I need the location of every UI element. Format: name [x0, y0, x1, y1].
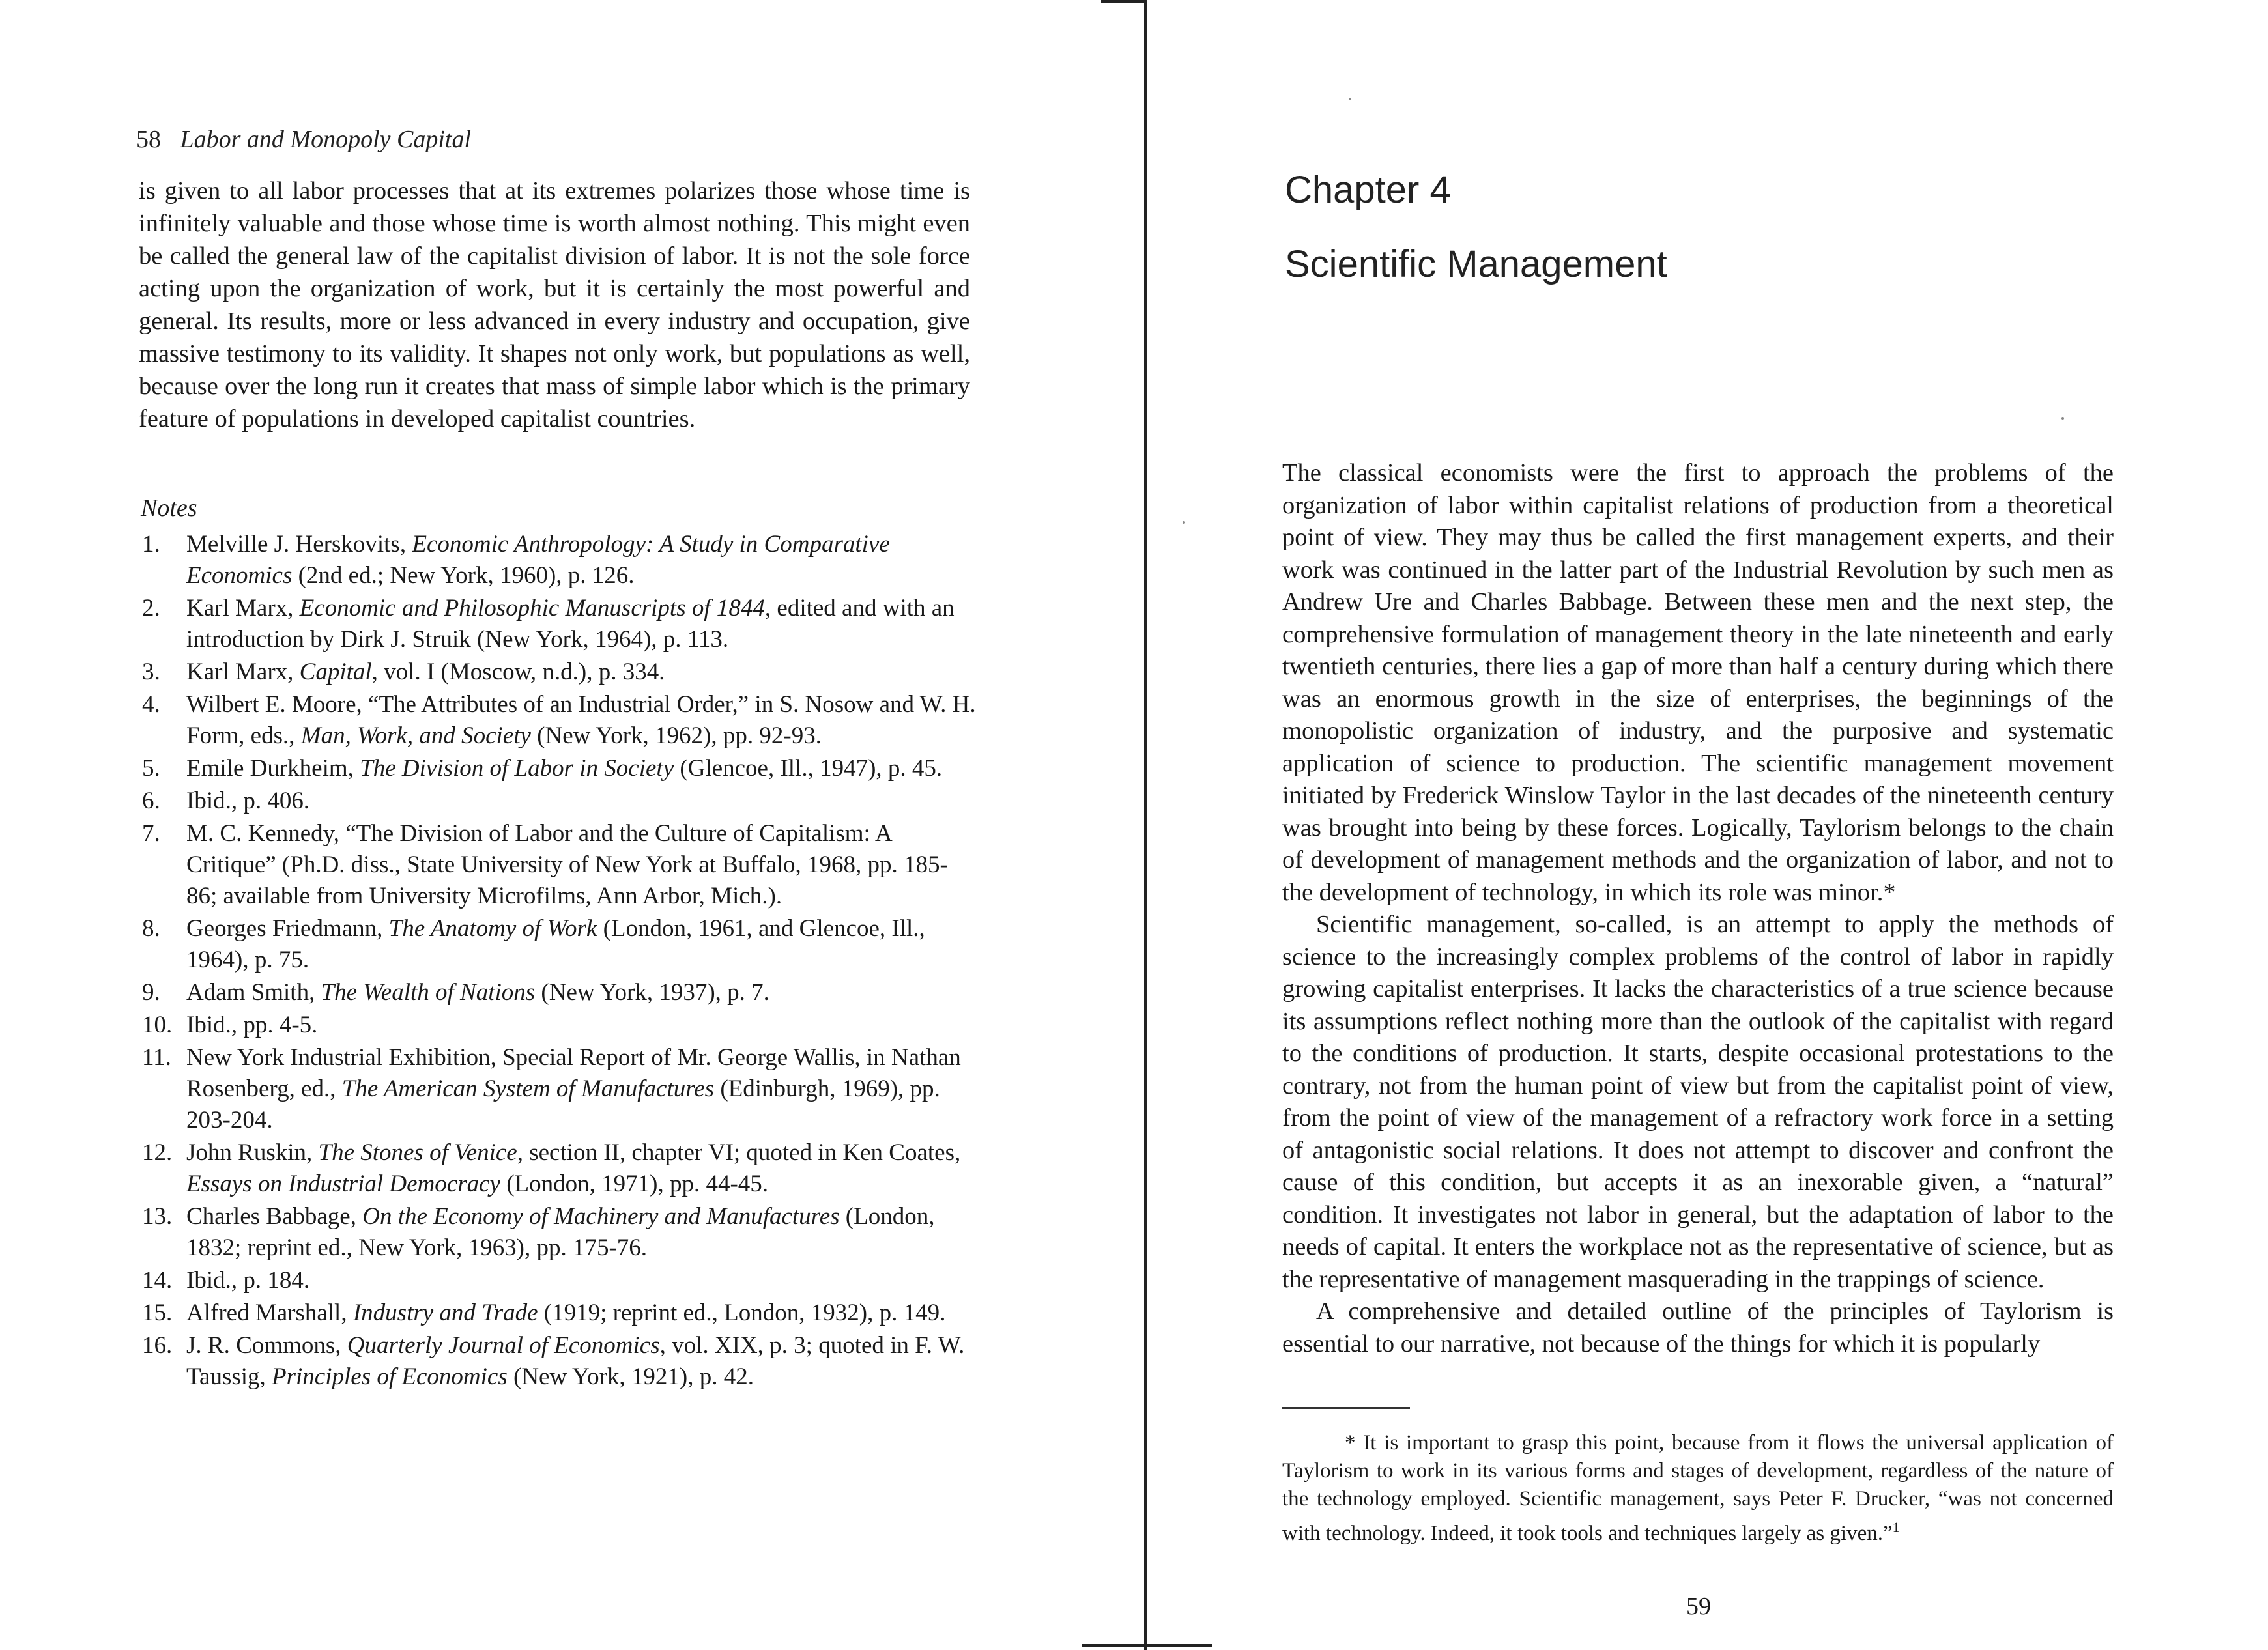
note-number: 11.	[142, 1044, 171, 1071]
book-gutter	[1144, 0, 1147, 1650]
note-citation: John Ruskin,	[186, 1139, 319, 1166]
note-text	[186, 753, 976, 784]
note-number: 16.	[142, 1332, 173, 1359]
note-work-title: The Wealth of Nations	[321, 979, 536, 1006]
note-citation: Karl Marx,	[186, 659, 300, 685]
note-work-title: Economic Anthropology: A Study in Comparative Economics	[186, 531, 890, 589]
note-number: 2.	[142, 595, 160, 621]
note-text	[186, 689, 976, 752]
note-number: 6.	[142, 788, 160, 814]
note-citation: (London, 1971), pp. 44-45.	[500, 1171, 769, 1197]
note-text	[186, 593, 976, 655]
note-citation: Ibid., p. 184.	[186, 1267, 310, 1294]
note-work-title: On the Economy of Machinery and Manufactures	[362, 1203, 840, 1230]
footnote	[1282, 1429, 2114, 1548]
note-citation: Georges Friedmann,	[186, 915, 389, 942]
note-item	[142, 1330, 976, 1393]
note-item	[142, 913, 976, 976]
paragraph-2: Scientific management, so-called, is an attempt to apply the methods of science to the increasingly complex problems of the control of labor in rapidly growing capitalist enterprises. It lacks the characteristics of a true science because its assumptions reflect nothing more than the outlook of the capitalist with regard to the conditions of production. It starts, despite occasional protestations to the contrary, not from the human point of view but from the capitalist point of view, from the point of view of the management of a refractory work force in a setting of antagonistic social relations. It does not attempt to discover and confront the cause of this condition, but accepts it as an inexorable given, a “natural” condition. It investigates not labor in general, but the adaptation of labor to the needs of capital. It enters the workplace not as the representative of science, but as the representative of management masquerading in the trappings of science.	[1282, 911, 2114, 1293]
note-work-title: The Division of Labor in Society	[360, 755, 674, 782]
chapter-title: Scientific Management	[1285, 243, 1667, 285]
note-text	[186, 913, 976, 976]
note-citation: Karl Marx,	[186, 595, 300, 621]
note-citation: , vol. XIX, p. 3; quoted in F. W. Taussig,	[186, 1332, 965, 1390]
note-number: 15.	[142, 1300, 173, 1326]
note-item	[142, 1201, 976, 1264]
right-body-text	[1282, 457, 2114, 1360]
note-work-title: Economic and Philosophic Manuscripts of 1844	[299, 595, 765, 621]
note-citation: Adam Smith,	[186, 979, 321, 1006]
note-citation: , section II, chapter VI; quoted in Ken Coates,	[517, 1139, 961, 1166]
left-body-text	[139, 175, 970, 435]
note-work-title: Man, Work, and Society	[300, 722, 531, 749]
note-item	[142, 786, 976, 817]
right-page-number: 59	[1686, 1593, 1711, 1620]
note-text	[186, 977, 976, 1008]
note-text	[186, 1010, 976, 1041]
note-text	[186, 529, 976, 591]
note-item	[142, 1298, 976, 1329]
note-number: 3.	[142, 659, 160, 685]
note-number: 7.	[142, 820, 160, 847]
footnote-text: * It is important to grasp this point, because from it flows the universal application of Taylorism to work in its various forms and stages of development, regardless of the nature of the technology employed. Scientific management, says Peter F. Drucker, “was not concerned with technology. Indeed, it took tools and techniques largely as given.”	[1282, 1431, 2114, 1545]
note-citation: Wilbert E. Moore, “The Attributes of an Industrial Order,” in S. Nosow and W. H. Form, eds.,	[186, 691, 976, 749]
note-citation: J. R. Commons,	[186, 1332, 347, 1359]
note-number: 4.	[142, 691, 160, 718]
paragraph-3: A comprehensive and detailed outline of the principles of Taylorism is essential to our narrative, not because of the things for which it is popularly	[1282, 1298, 2114, 1358]
note-number: 8.	[142, 915, 160, 942]
note-text	[186, 786, 976, 817]
note-citation: (London, 1832; reprint ed., New York, 1963), pp. 175-76.	[186, 1203, 935, 1261]
note-work-title: The American System of Manufactures	[341, 1075, 715, 1102]
note-number: 12.	[142, 1139, 173, 1166]
note-work-title: Industry and Trade	[352, 1300, 538, 1326]
note-item	[142, 1265, 976, 1296]
note-citation: , vol. I (Moscow, n.d.), p. 334.	[371, 659, 665, 685]
note-item	[142, 593, 976, 655]
chapter-label: Chapter 4	[1285, 169, 1451, 211]
note-text	[186, 657, 976, 688]
note-number: 13.	[142, 1203, 173, 1230]
note-work-title: The Stones of Venice	[318, 1139, 517, 1166]
note-citation: M. C. Kennedy, “The Division of Labor and the Culture of Capitalism: A Critique” (Ph.D. diss., State University of New York at Buffalo, 1968, pp. 185-86; available from University Microfilms, Ann Arbor, Mich.).	[186, 820, 948, 909]
note-citation: (New York, 1937), p. 7.	[535, 979, 769, 1006]
note-text	[186, 818, 976, 912]
note-item	[142, 689, 976, 752]
note-citation: (Edinburgh, 1969), pp. 203-204.	[186, 1075, 940, 1133]
left-page-number: 58	[136, 126, 161, 153]
footnote-rule	[1282, 1407, 1410, 1409]
note-citation: (2nd ed.; New York, 1960), p. 126.	[292, 562, 635, 589]
note-citation: Alfred Marshall,	[186, 1300, 353, 1326]
note-citation: (Glencoe, Ill., 1947), p. 45.	[674, 755, 943, 782]
left-paragraph: is given to all labor processes that at its extremes polarizes those whose time is infinitely valuable and those whose time is worth almost nothing. This might even be called the general law of the capitalist division of labor. It is not the sole force acting upon the organization of work, but it is certainly the most powerful and general. Its results, more or less advanced in every industry and occupation, give massive testimony to its validity. It shapes not only work, but populations as well, because over the long run it creates that mass of simple labor which is the primary feature of populations in developed capitalist countries.	[139, 177, 970, 433]
note-text	[186, 1265, 976, 1296]
note-item	[142, 753, 976, 784]
note-citation: , edited and with an introduction by Dirk J. Struik (New York, 1964), p. 113.	[186, 595, 955, 653]
note-number: 9.	[142, 979, 160, 1006]
note-item	[142, 977, 976, 1008]
note-item	[142, 818, 976, 912]
scan-speck	[2061, 417, 2064, 420]
note-citation: Ibid., p. 406.	[186, 788, 310, 814]
left-page	[0, 0, 1132, 1650]
note-item	[142, 1137, 976, 1200]
scan-speck	[1349, 98, 1351, 100]
running-title: Labor and Monopoly Capital	[180, 126, 472, 153]
note-item	[142, 657, 976, 688]
note-citation: Charles Babbage,	[186, 1203, 363, 1230]
note-work-title: Essays on Industrial Democracy	[186, 1171, 500, 1197]
note-item	[142, 1010, 976, 1041]
note-citation: (London, 1961, and Glencoe, Ill., 1964), p. 75.	[186, 915, 925, 973]
note-citation: Ibid., pp. 4-5.	[186, 1012, 318, 1038]
note-number: 1.	[142, 531, 160, 558]
note-citation: (New York, 1921), p. 42.	[507, 1363, 754, 1390]
note-number: 10.	[142, 1012, 173, 1038]
notes-heading: Notes	[141, 494, 197, 522]
footnote-marker: 1	[1892, 1519, 1900, 1535]
note-text	[186, 1298, 976, 1329]
note-citation: New York Industrial Exhibition, Special Report of Mr. George Wallis, in Nathan Rosenberg, ed.,	[186, 1044, 961, 1102]
note-citation: (1919; reprint ed., London, 1932), p. 149.	[538, 1300, 946, 1326]
note-text	[186, 1137, 976, 1200]
note-work-title: Quarterly Journal of Economics	[347, 1332, 660, 1359]
note-work-title: Capital	[299, 659, 372, 685]
notes-list	[142, 529, 976, 1394]
note-number: 14.	[142, 1267, 173, 1294]
note-work-title: The Anatomy of Work	[388, 915, 597, 942]
paragraph-1: The classical economists were the first to approach the problems of the organization of labor within capitalist relations of production from a theoretical point of view. They may thus be called the first management experts, and their work was continued in the latter part of the Industrial Revolution by such men as Andrew Ure and Charles Babbage. Between these men and the next step, the comprehensive formulation of management theory in the late nineteenth and early twentieth centuries, there lies a gap of more than half a century during which there was an enormous growth in the size of enterprises, the beginnings of the monopolistic organization of industry, and the purposive and systematic application of science to production. The scientific management movement initiated by Frederick Winslow Taylor in the last decades of the nineteenth century was brought into being by these forces. Logically, Taylorism belongs to the chain of development of management methods and the organization of labor, and not to the development of technology, in which its role was minor.*	[1282, 459, 2114, 906]
note-number: 5.	[142, 755, 160, 782]
running-head	[136, 125, 471, 154]
note-item	[142, 529, 976, 591]
note-citation: (New York, 1962), pp. 92-93.	[530, 722, 822, 749]
note-citation: Melville J. Herskovits,	[186, 531, 412, 558]
note-work-title: Principles of Economics	[272, 1363, 508, 1390]
note-text	[186, 1330, 976, 1393]
note-text	[186, 1201, 976, 1264]
note-item	[142, 1042, 976, 1136]
note-text	[186, 1042, 976, 1136]
scan-speck	[1183, 521, 1185, 524]
note-citation: Emile Durkheim,	[186, 755, 360, 782]
